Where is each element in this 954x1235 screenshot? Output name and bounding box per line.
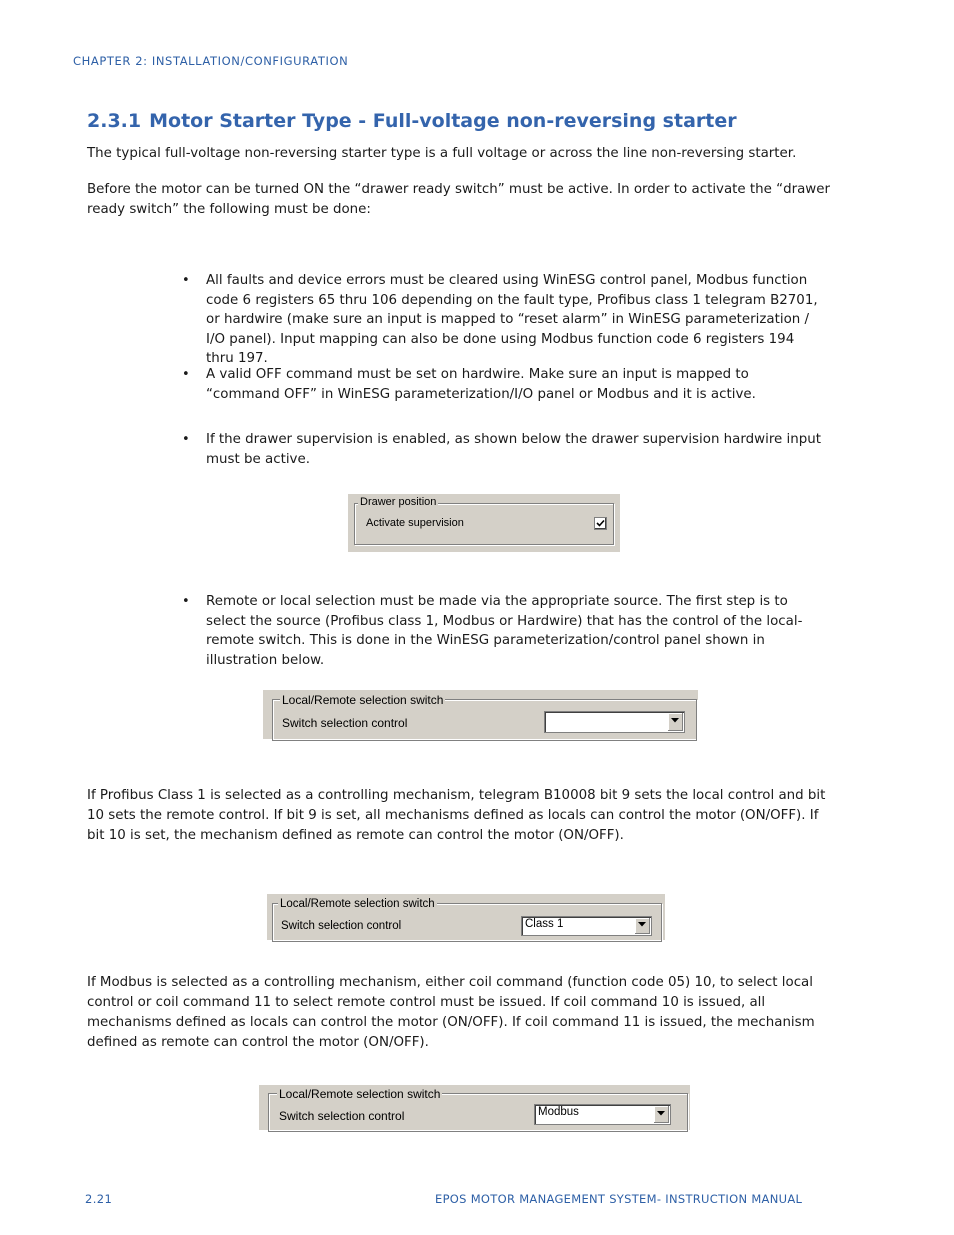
chevron-down-icon [638, 922, 646, 927]
switch-selection-value: Modbus [538, 1106, 579, 1118]
switch-selection-dropdown[interactable] [521, 916, 652, 936]
bullet-text: All faults and device errors must be cleared using WinESG control panel, Modbus function code 6 registers 65 thru 106 depending on the fault type, Profibus class 1 telegram B2701, or hardwire (make sure an input is mapped to “reset alarm” in WinESG parameterization / I/O panel). Input mapping can also be done using Modbus function code 6 registers 194 thru 197. [206, 273, 818, 367]
section-number: 2.3.1 [87, 110, 142, 132]
drawer-ready-paragraph: Before the motor can be turned ON the “drawer ready switch” must be active. In order to activate the “drawer ready switch” the following must be done: [87, 182, 830, 217]
bullet-text: Remote or local selection must be made via the appropriate source. The first step is to select the source (Profibus class 1, Modbus or Hardwire) that has the control of the local-remote switch. This is done in the WinESG parameterization/control panel shown in illustration below. [206, 594, 803, 668]
local-remote-panel-modbus [259, 1085, 690, 1130]
bullet-icon: • [182, 594, 190, 609]
intro-paragraph: The typical full-voltage non-reversing starter type is a full voltage or across the line non-reversing starter. [87, 146, 797, 161]
bullet-item-remote-local [182, 592, 826, 670]
switch-selection-dropdown[interactable] [534, 1104, 671, 1125]
switch-selection-dropdown[interactable] [544, 711, 685, 733]
bullet-icon: • [182, 273, 190, 288]
bullet-icon: • [182, 432, 190, 447]
profibus-paragraph: If Profibus Class 1 is selected as a controlling mechanism, telegram B10008 bit 9 sets the local control and bit 10 sets the remote control. If bit 9 is set, all mechanisms defined as locals can control the motor (ON/OFF). If bit 10 is set, the mechanism defined as remote can control the motor (ON/OFF). [87, 788, 826, 843]
switch-selection-label: Switch selection control [282, 716, 408, 730]
manual-title: EPOS MOTOR MANAGEMENT SYSTEM- INSTRUCTION MANUAL [435, 1192, 803, 1206]
local-remote-legend: Local/Remote selection switch [280, 898, 435, 910]
chapter-header: CHAPTER 2: INSTALLATION/CONFIGURATION [73, 54, 349, 68]
chevron-down-icon [671, 718, 679, 723]
local-remote-legend: Local/Remote selection switch [282, 693, 444, 707]
section-heading [87, 110, 737, 132]
bullet-item-off-command [182, 365, 826, 404]
local-remote-legend: Local/Remote selection switch [279, 1087, 441, 1101]
local-remote-panel-empty [263, 690, 698, 739]
activate-supervision-checkbox[interactable] [594, 517, 607, 530]
checkmark-icon [596, 519, 605, 528]
page-number: 2.21 [85, 1192, 113, 1206]
chevron-down-icon [657, 1111, 665, 1116]
dropdown-button[interactable] [653, 1106, 669, 1123]
local-remote-panel-class1 [267, 894, 665, 940]
modbus-paragraph: If Modbus is selected as a controlling mechanism, either coil command (function code 05) 10, to select local control or coil command 11 to select remote control must be issued. If coil command 10 is issued, all mechanisms defined as locals can control the motor (ON/OFF). If coil command 11 is issued, the mechanism defined as remote can control the motor (ON/OFF). [87, 975, 815, 1050]
switch-selection-label: Switch selection control [279, 1109, 405, 1123]
bullet-text: A valid OFF command must be set on hardwire. Make sure an input is mapped to “command OFF” in WinESG parameterization/I/O panel or Modbus and it is active. [206, 367, 756, 402]
drawer-position-panel [348, 494, 620, 552]
switch-selection-value: Class 1 [525, 918, 564, 930]
dropdown-button[interactable] [634, 918, 650, 934]
bullet-text: If the drawer supervision is enabled, as shown below the drawer supervision hardwire input must be active. [206, 432, 821, 467]
bullet-item-drawer-supervision [182, 430, 826, 469]
bullet-item-faults [182, 271, 826, 369]
dropdown-button[interactable] [667, 713, 683, 731]
section-title: Motor Starter Type - Full-voltage non-reversing starter [149, 110, 737, 132]
activate-supervision-label: Activate supervision [366, 517, 464, 529]
switch-selection-label: Switch selection control [281, 920, 402, 932]
bullet-icon: • [182, 367, 190, 382]
drawer-position-legend: Drawer position [360, 496, 437, 508]
